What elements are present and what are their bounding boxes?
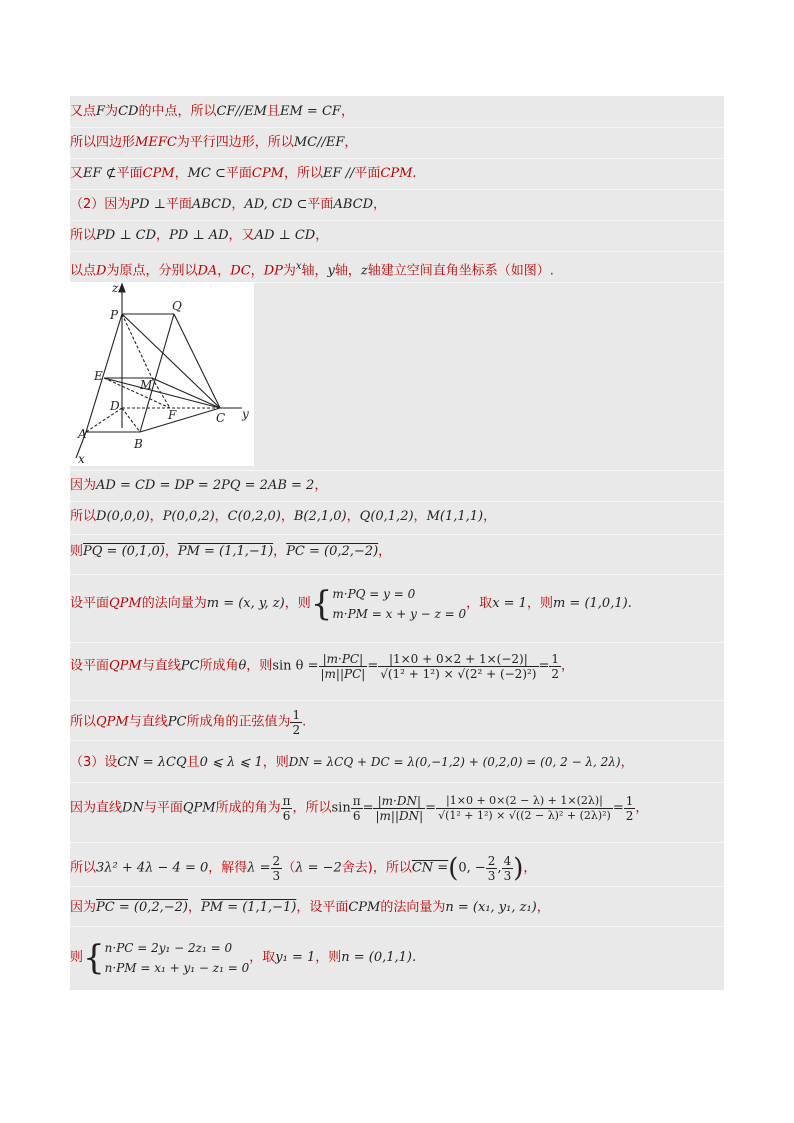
fraction bbox=[271, 854, 283, 883]
text: ， bbox=[315, 228, 329, 243]
math: ABCD bbox=[191, 197, 232, 212]
text: ， bbox=[344, 135, 358, 150]
text: ， bbox=[149, 509, 163, 524]
math: PM = (1,1,−1) bbox=[201, 900, 297, 915]
equation-system bbox=[332, 584, 466, 624]
text: 轴， bbox=[301, 263, 328, 279]
math: sin bbox=[331, 800, 351, 816]
math: PM = (1,1,−1) bbox=[177, 544, 274, 559]
math: θ bbox=[238, 658, 247, 674]
fraction bbox=[281, 794, 293, 823]
row-divider bbox=[70, 740, 724, 741]
numerator: π bbox=[352, 794, 361, 808]
text: 所以 bbox=[70, 509, 97, 524]
label-y: y bbox=[242, 407, 249, 421]
fraction bbox=[624, 794, 636, 823]
denominator: 2 bbox=[292, 723, 301, 737]
text: ， bbox=[164, 544, 178, 559]
text: . bbox=[302, 714, 307, 730]
text-line-1 bbox=[70, 104, 354, 120]
text: 则 bbox=[70, 544, 84, 559]
math: DP bbox=[263, 263, 283, 279]
text: ， bbox=[250, 263, 264, 279]
text: ，取 bbox=[249, 950, 276, 965]
math: AD ⊥ CD bbox=[254, 228, 316, 243]
fraction bbox=[319, 652, 368, 681]
right-paren: ) bbox=[513, 853, 524, 884]
math: D bbox=[96, 263, 107, 279]
text-line-14 bbox=[70, 794, 648, 823]
math: = bbox=[612, 800, 624, 816]
text-line-11 bbox=[70, 652, 574, 681]
left-brace: { bbox=[83, 938, 105, 978]
fraction bbox=[290, 708, 302, 737]
label-b: B bbox=[134, 437, 143, 451]
math: QPM bbox=[182, 800, 216, 816]
text-line-8 bbox=[70, 509, 496, 525]
math: , bbox=[497, 860, 502, 876]
math: sin θ = bbox=[272, 658, 319, 674]
math: AD = CD = DP = 2PQ = 2AB = 2 bbox=[96, 478, 315, 493]
text: 所成角的正弦值为 bbox=[186, 714, 291, 730]
label-q: Q bbox=[172, 299, 182, 313]
label-a: A bbox=[78, 427, 87, 441]
left-paren: ( bbox=[448, 853, 459, 884]
math: λ = bbox=[247, 860, 271, 876]
math: DN bbox=[122, 800, 144, 816]
math: AD, CD ⊂ bbox=[244, 197, 308, 212]
text: 平面 bbox=[354, 166, 381, 181]
label-d: D bbox=[110, 399, 120, 413]
coordinate-figure bbox=[70, 282, 254, 466]
equation: n·PC = 2y₁ − 2z₁ = 0 bbox=[104, 941, 233, 955]
text: 因为直线 bbox=[70, 800, 123, 816]
row-divider bbox=[70, 501, 724, 502]
text: ， bbox=[273, 544, 287, 559]
text: 平面 bbox=[116, 166, 143, 181]
row-divider bbox=[70, 534, 724, 535]
math: D(0,0,0) bbox=[96, 509, 150, 524]
denominator: |m||PC| bbox=[320, 667, 366, 681]
dashed-pm bbox=[122, 314, 152, 378]
math: CN = bbox=[411, 860, 449, 876]
text: ， bbox=[413, 509, 427, 524]
text: （2）因为 bbox=[70, 197, 131, 212]
text: 与直线 bbox=[141, 658, 181, 674]
math: PC = (0,2,−2) bbox=[286, 544, 379, 559]
text: ， bbox=[561, 658, 575, 674]
math: y₁ = 1 bbox=[275, 950, 316, 965]
text: ，则 bbox=[284, 596, 311, 611]
dashed-db bbox=[122, 408, 140, 432]
fraction bbox=[486, 854, 498, 883]
math: = bbox=[362, 800, 374, 816]
numerator: 1 bbox=[551, 652, 560, 666]
row-divider bbox=[70, 842, 724, 843]
text: 为原点，分别以 bbox=[106, 263, 198, 279]
math: n = (x₁, y₁, z₁) bbox=[445, 900, 537, 915]
denominator: 6 bbox=[282, 809, 291, 823]
row-divider bbox=[70, 251, 724, 252]
text: ， bbox=[231, 197, 245, 212]
math: EF // bbox=[322, 166, 355, 181]
math: DA bbox=[197, 263, 218, 279]
text-line-7 bbox=[70, 478, 327, 494]
text: 平面 bbox=[307, 197, 334, 212]
text-line-17 bbox=[70, 938, 416, 978]
text-line-10 bbox=[70, 584, 632, 624]
text: 且 bbox=[186, 755, 200, 770]
math: z bbox=[360, 263, 368, 279]
text: 以点 bbox=[70, 263, 97, 279]
math: n = (0,1,1). bbox=[341, 950, 417, 965]
text-line-12 bbox=[70, 708, 306, 737]
text: ， bbox=[536, 900, 550, 915]
text: ， bbox=[187, 900, 201, 915]
label-p: P bbox=[110, 308, 119, 322]
text-line-13 bbox=[70, 754, 634, 771]
math: PD ⊥ AD bbox=[169, 228, 229, 243]
row-divider bbox=[70, 470, 724, 471]
text-line-9 bbox=[70, 544, 391, 560]
edge-qc bbox=[174, 314, 220, 408]
fraction bbox=[378, 652, 538, 681]
row-divider bbox=[70, 926, 724, 927]
math: QPM bbox=[109, 658, 142, 674]
math: CD bbox=[118, 104, 139, 119]
text-line-4 bbox=[70, 197, 386, 213]
label-c: C bbox=[216, 411, 226, 425]
math: P(0,0,2) bbox=[162, 509, 215, 524]
text: 为 bbox=[282, 263, 296, 279]
text: ， bbox=[314, 478, 328, 493]
math: MEFC bbox=[135, 135, 177, 150]
equation: m·PQ = y = 0 bbox=[332, 587, 416, 601]
math: = bbox=[367, 658, 379, 674]
text: ，所以 bbox=[283, 166, 323, 181]
math: PC bbox=[167, 714, 187, 730]
math: EF ⊄ bbox=[83, 166, 117, 181]
text: ， bbox=[174, 166, 188, 181]
text: 为平行四边形，所以 bbox=[176, 135, 294, 150]
text: 所以 bbox=[70, 860, 97, 876]
math: λ = −2 bbox=[295, 860, 342, 876]
math: CPM bbox=[251, 166, 284, 181]
fraction bbox=[549, 652, 561, 681]
edge-bc bbox=[140, 408, 220, 432]
math: ABCD bbox=[333, 197, 373, 212]
edge-pc bbox=[122, 314, 220, 408]
text: 轴， bbox=[334, 263, 361, 279]
text: 又点 bbox=[70, 104, 97, 119]
math: PD ⊥ bbox=[130, 197, 166, 212]
math: x = 1 bbox=[492, 596, 527, 611]
math: QPM bbox=[96, 714, 129, 730]
equation: n·PM = x₁ + y₁ − z₁ = 0 bbox=[104, 961, 250, 975]
text: ， bbox=[340, 104, 354, 119]
denominator: √(1² + 1²) × √(2² + (−2)²) bbox=[380, 667, 537, 681]
row-divider bbox=[70, 700, 724, 701]
fraction bbox=[351, 794, 363, 823]
text: ，设平面 bbox=[296, 900, 349, 915]
text: 的法向量为 bbox=[380, 900, 446, 915]
math: Q(0,1,2) bbox=[359, 509, 414, 524]
text-line-5 bbox=[70, 228, 328, 244]
math: CPM bbox=[348, 900, 381, 915]
row-divider bbox=[70, 158, 724, 159]
math: DN = λCQ + DC = λ(0,−1,2) + (0,2,0) = (0, 2 − λ, 2λ) bbox=[288, 755, 621, 769]
label-m: M bbox=[140, 378, 153, 392]
numerator: |m·PC| bbox=[319, 652, 368, 667]
math: MC ⊂ bbox=[187, 166, 226, 181]
math: PC = (0,2,−2) bbox=[96, 900, 188, 915]
math: m = (1,0,1). bbox=[552, 596, 632, 611]
math: x bbox=[295, 261, 302, 272]
text: 所以 bbox=[70, 228, 97, 243]
text: 且 bbox=[266, 104, 280, 119]
denominator: 6 bbox=[352, 809, 361, 823]
text: 则 bbox=[70, 950, 84, 965]
text: ，解得 bbox=[208, 860, 248, 876]
fraction bbox=[502, 854, 514, 883]
denominator: 3 bbox=[272, 869, 281, 883]
math: CPM. bbox=[380, 166, 417, 181]
text-line-15 bbox=[70, 854, 536, 883]
text: （ bbox=[282, 860, 296, 876]
math: DC bbox=[230, 263, 251, 279]
row-divider bbox=[70, 574, 724, 575]
text: ， bbox=[378, 544, 392, 559]
text: 所以四边形 bbox=[70, 135, 136, 150]
text: ， bbox=[214, 509, 228, 524]
text-line-3 bbox=[70, 166, 417, 182]
text: 舍去)，所以 bbox=[341, 860, 412, 876]
row-divider bbox=[70, 642, 724, 643]
row-divider bbox=[70, 782, 724, 783]
text: 所以 bbox=[70, 714, 97, 730]
row-divider bbox=[70, 886, 724, 887]
text: 与平面 bbox=[143, 800, 183, 816]
numerator: 2 bbox=[272, 854, 281, 868]
numerator: π bbox=[282, 794, 291, 808]
text: ， bbox=[280, 509, 294, 524]
math: PQ = (0,1,0) bbox=[83, 544, 165, 559]
text: ，所以 bbox=[292, 800, 332, 816]
math: QPM bbox=[109, 596, 142, 611]
numerator: |1×0 + 0×2 + 1×(−2)| bbox=[378, 652, 538, 667]
math: MC//EF bbox=[293, 135, 345, 150]
pyramid-diagram bbox=[70, 282, 254, 466]
text: 所成角 bbox=[199, 658, 239, 674]
text: ， bbox=[156, 228, 170, 243]
text: ， bbox=[620, 755, 634, 770]
text: ， bbox=[523, 860, 537, 876]
text: 轴建立空间直角坐标系（如图）. bbox=[367, 263, 554, 279]
left-brace: { bbox=[310, 584, 333, 624]
text: 的法向量为 bbox=[141, 596, 207, 611]
math: B(2,1,0) bbox=[293, 509, 347, 524]
math: C(0,2,0) bbox=[227, 509, 281, 524]
label-x: x bbox=[78, 452, 85, 466]
text: 所成的角为 bbox=[215, 800, 281, 816]
text: 设平面 bbox=[70, 658, 110, 674]
edge-pa bbox=[86, 314, 122, 432]
text: 的中点，所以 bbox=[138, 104, 217, 119]
denominator: 3 bbox=[503, 869, 512, 883]
math: F bbox=[96, 104, 106, 119]
numerator: |1×0 + 0×(2 − λ) + 1×(2λ)| bbox=[436, 794, 613, 809]
math: PD ⊥ CD bbox=[96, 228, 157, 243]
text: 平面 bbox=[225, 166, 252, 181]
text-line-16 bbox=[70, 900, 550, 916]
text: ，则 bbox=[526, 596, 553, 611]
denominator: 2 bbox=[625, 809, 634, 823]
row-divider bbox=[70, 220, 724, 221]
numerator: 4 bbox=[503, 854, 512, 868]
text: 平面 bbox=[165, 197, 192, 212]
numerator: 1 bbox=[625, 794, 634, 808]
row-divider bbox=[70, 127, 724, 128]
text: ， bbox=[373, 197, 387, 212]
denominator: √(1² + 1²) × √((2 − λ)² + (2λ)²) bbox=[438, 809, 611, 822]
row-divider bbox=[70, 189, 724, 190]
equation: m·PM = x + y − z = 0 bbox=[332, 607, 467, 621]
text: ，则 bbox=[246, 658, 273, 674]
text-line-6 bbox=[70, 259, 554, 279]
denominator: 2 bbox=[551, 667, 560, 681]
text: ， bbox=[217, 263, 231, 279]
text: ，则 bbox=[315, 950, 342, 965]
math: m = (x, y, z) bbox=[206, 596, 285, 611]
equation-system bbox=[105, 938, 250, 978]
text: 设平面 bbox=[70, 596, 110, 611]
text: 为 bbox=[105, 104, 119, 119]
label-e: E bbox=[94, 369, 103, 383]
math: = bbox=[425, 800, 437, 816]
text: 因为 bbox=[70, 478, 97, 493]
numerator: |m·DN| bbox=[373, 794, 425, 809]
math: EM = CF bbox=[280, 104, 341, 119]
text-line-2 bbox=[70, 135, 357, 151]
math: CN = λCQ bbox=[117, 755, 187, 770]
math: = bbox=[538, 658, 550, 674]
math: CF//EM bbox=[216, 104, 267, 119]
text: 与直线 bbox=[128, 714, 168, 730]
text: 因为 bbox=[70, 900, 97, 915]
text: （3）设 bbox=[70, 755, 118, 770]
solution-panel bbox=[70, 96, 724, 990]
text: ，又 bbox=[228, 228, 255, 243]
math: 0 ⩽ λ ⩽ 1 bbox=[199, 755, 263, 770]
text: ， bbox=[483, 509, 497, 524]
text: ， bbox=[635, 800, 649, 816]
denominator: |m||DN| bbox=[375, 809, 424, 823]
text: 又 bbox=[70, 166, 84, 181]
text: ，则 bbox=[262, 755, 289, 770]
math: M(1,1,1) bbox=[426, 509, 484, 524]
math: y bbox=[327, 263, 335, 279]
fraction bbox=[436, 794, 613, 823]
math: PC bbox=[180, 658, 200, 674]
denominator: 3 bbox=[487, 869, 496, 883]
text: ， bbox=[346, 509, 360, 524]
label-z: z bbox=[112, 282, 119, 295]
numerator: 1 bbox=[292, 708, 301, 722]
numerator: 2 bbox=[487, 854, 496, 868]
z-arrow bbox=[119, 284, 125, 292]
label-f: F bbox=[168, 408, 177, 422]
math: 3λ² + 4λ − 4 = 0 bbox=[96, 860, 209, 876]
math: CPM bbox=[142, 166, 175, 181]
math: 0, − bbox=[458, 860, 486, 876]
fraction bbox=[373, 794, 425, 823]
text: ，取 bbox=[466, 596, 493, 611]
